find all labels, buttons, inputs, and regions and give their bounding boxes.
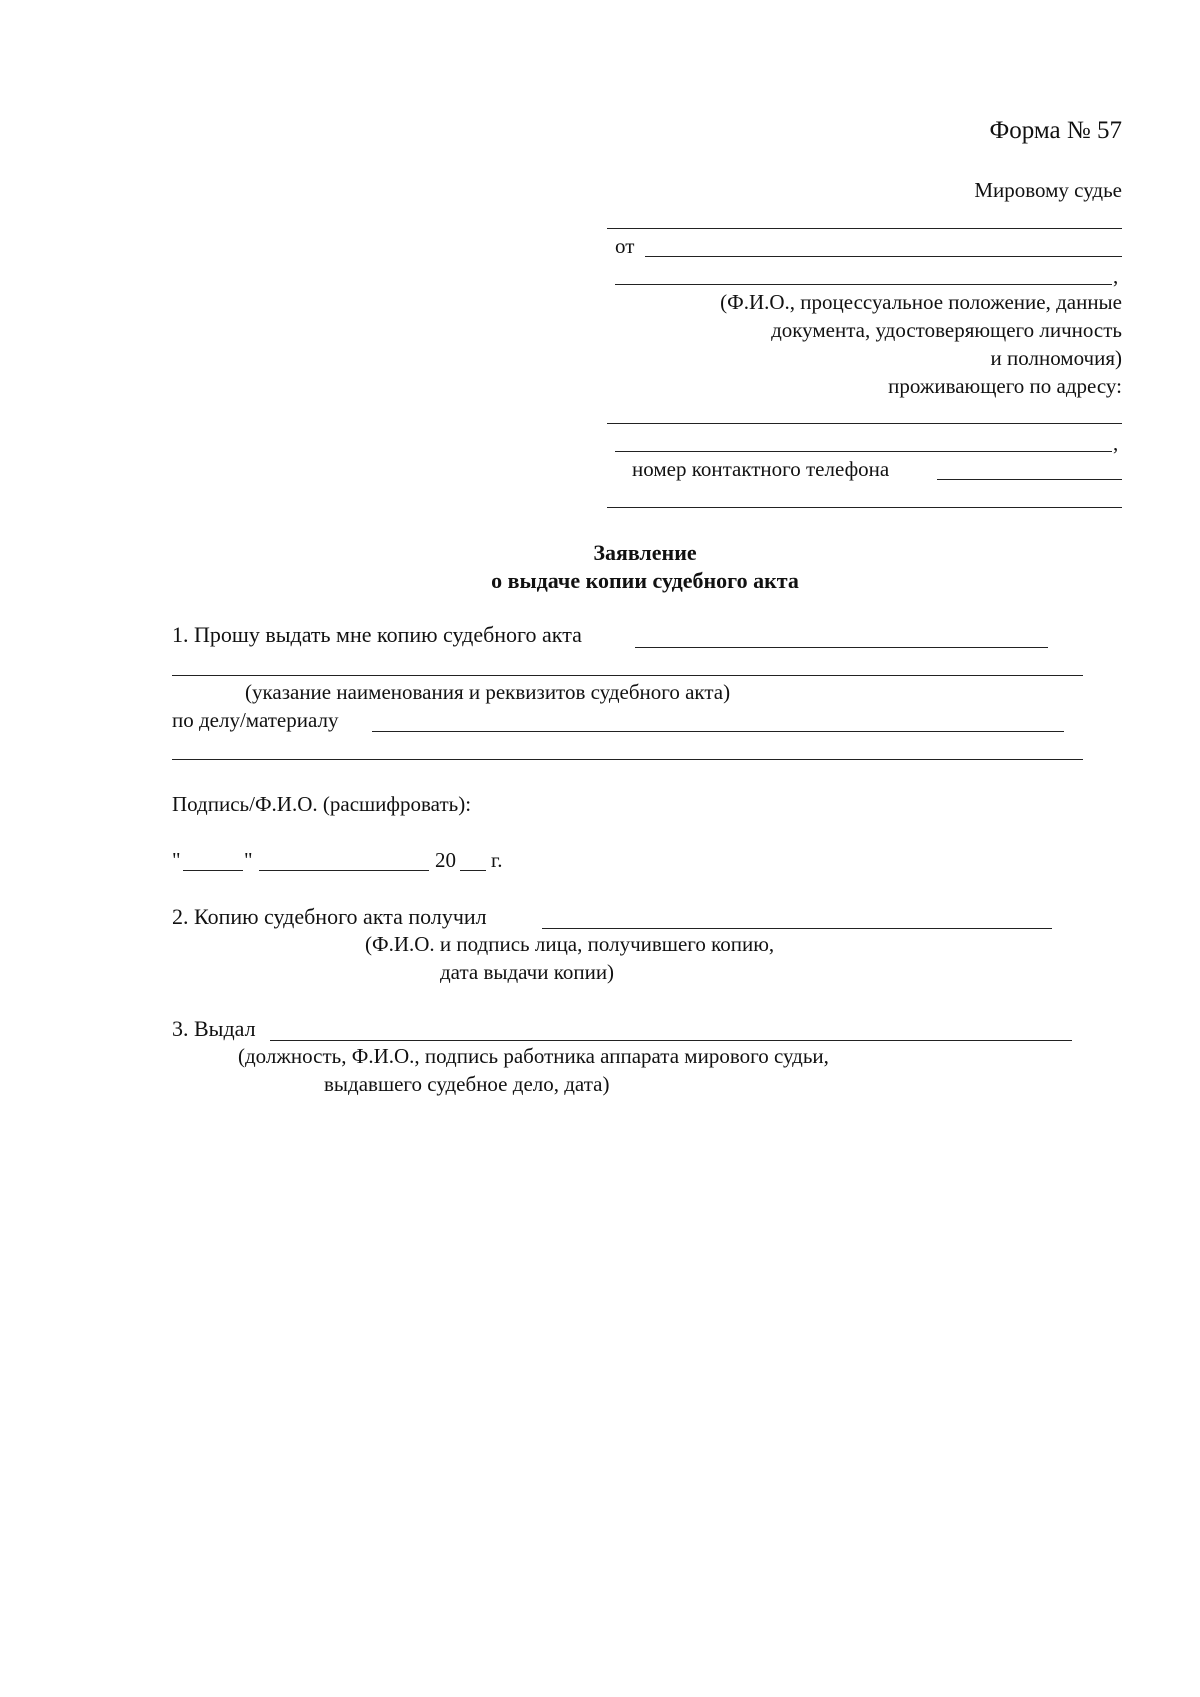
item2-caption-2: дата выдачи копии): [440, 960, 615, 984]
date-month-line[interactable]: [259, 870, 429, 871]
item3-text: 3. Выдал: [172, 1016, 256, 1041]
comma: ,: [1113, 264, 1119, 288]
date-year-prefix: 20: [435, 848, 456, 872]
form-number: Форма № 57: [989, 117, 1122, 144]
address-label: проживающего по адресу:: [888, 374, 1122, 398]
judge-name-line[interactable]: [607, 228, 1122, 229]
court-act-line[interactable]: [635, 647, 1048, 648]
applicant-caption-1: (Ф.И.О., процессуальное положение, данные: [720, 290, 1122, 314]
address-line-1[interactable]: [607, 423, 1122, 424]
item2-text: 2. Копию судебного акта получил: [172, 904, 487, 929]
date-close-quote: ": [244, 848, 253, 872]
applicant-caption-2: документа, удостоверяющего личность: [771, 318, 1122, 342]
case-line[interactable]: [372, 731, 1064, 732]
item1-caption: (указание наименования и реквизитов судебного акта): [245, 680, 731, 704]
signature-label: Подпись/Ф.И.О. (расшифровать):: [172, 792, 472, 816]
comma-2: ,: [1113, 431, 1119, 455]
date-day-line[interactable]: [183, 870, 243, 871]
court-act-line-2[interactable]: [172, 675, 1083, 676]
item2-caption-1: (Ф.И.О. и подпись лица, получившего копию,: [365, 932, 775, 956]
item3-caption-2: выдавшего судебное дело, дата): [324, 1072, 610, 1096]
receiver-line[interactable]: [542, 928, 1052, 929]
case-label: по делу/материалу: [172, 708, 339, 732]
extra-line[interactable]: [607, 507, 1122, 508]
from-label: от: [615, 234, 635, 258]
phone-label: номер контактного телефона: [632, 457, 890, 481]
addressee-label: Мировому судье: [974, 178, 1122, 202]
title-line-2: о выдаче копии судебного акта: [491, 568, 799, 593]
applicant-name-line[interactable]: [645, 256, 1122, 257]
phone-line[interactable]: [937, 479, 1122, 480]
case-line-2[interactable]: [172, 759, 1083, 760]
applicant-name-line-2[interactable]: [615, 284, 1112, 285]
address-line-2[interactable]: [615, 451, 1112, 452]
date-open-quote: ": [172, 848, 181, 872]
applicant-caption-3: и полномочия): [990, 346, 1122, 370]
item1-text: 1. Прошу выдать мне копию судебного акта: [172, 622, 582, 647]
issuer-line[interactable]: [270, 1040, 1072, 1041]
date-year-line[interactable]: [460, 870, 486, 871]
date-year-suffix: г.: [491, 848, 503, 872]
item3-caption-1: (должность, Ф.И.О., подпись работника аппарата мирового судьи,: [238, 1044, 829, 1068]
title-line-1: Заявление: [593, 540, 697, 565]
